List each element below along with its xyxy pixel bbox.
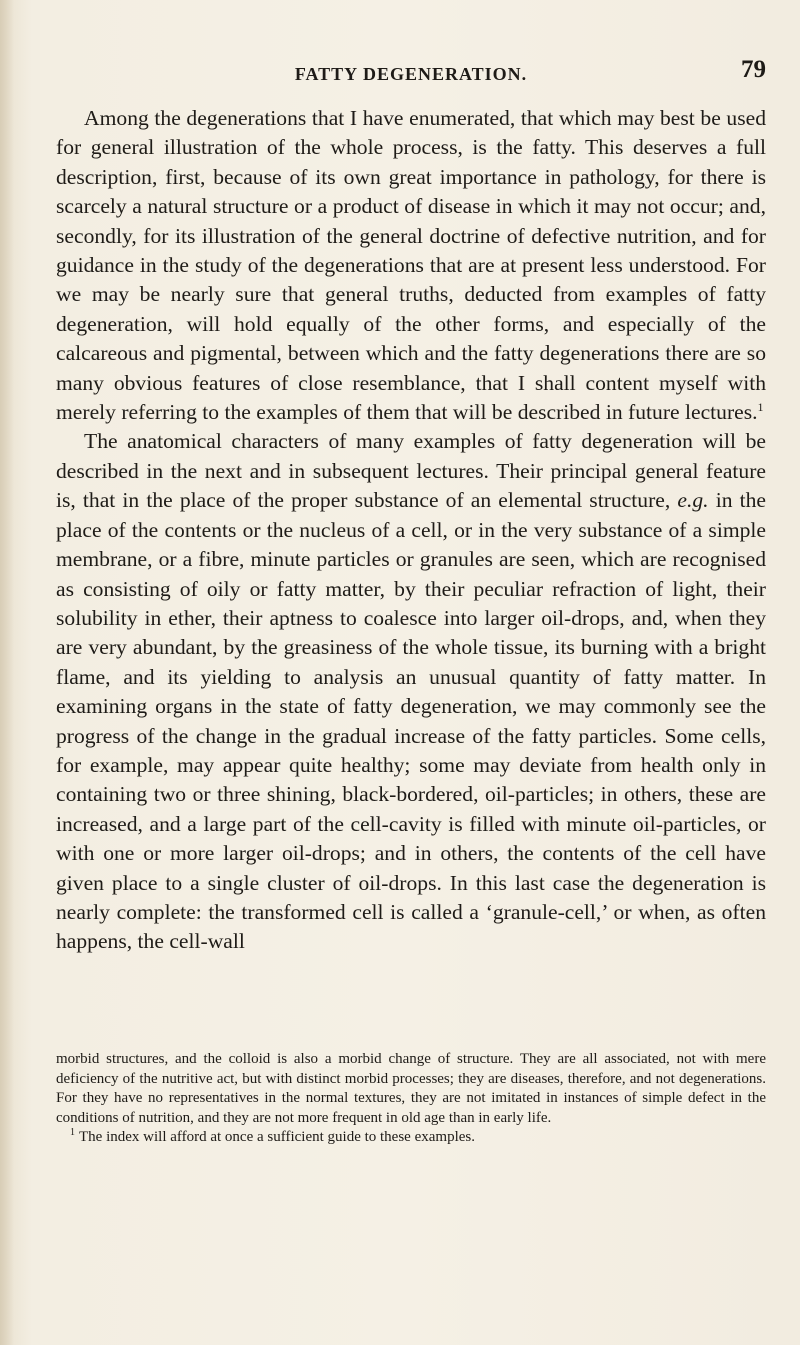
- running-head: FATTY DEGENERATION.: [294, 64, 528, 84]
- page-header: [56, 50, 766, 90]
- footnote-continued: morbid structures, and the colloid is also a morbid change of structure. They are all associated, not with mere deficiency of the nutritive act, but with distinct morbid processes; they are diseases, therefore, and not degenerations. For they have no representatives in the normal textures, they are not imitated in instances of simple defect in the conditions of nutrition, and they are not more frequent in old age than in early life.: [56, 1051, 766, 1126]
- paragraph-2: [56, 427, 766, 956]
- paragraph-1-text: Among the degenerations that I have enumerated, that which may best be used for general illustration of the whole process, is the fatty. This deserves a full description, first, because of its own great importance in pathology, for there is scarcely a natural structure or a product of disease in which it may not occur; and, secondly, for its illustration of the general doctrine of defective nutrition, and for guidance in the study of the degenerations that are at present less understood. For we may be nearly sure that general truths, deducted from examples of fatty degeneration, will hold equally of the other forms, and especially of the calcareous and pigmental, between which and the fatty degenerations there are so many obvious features of close resemblance, that I shall content myself with merely referring to the examples of them that will be described in future lectures.: [56, 106, 766, 425]
- paragraph-1: [56, 104, 766, 427]
- footnote-1: [56, 1128, 766, 1148]
- footnote-1-text: The index will afford at once a sufficient guide to these examples.: [79, 1129, 475, 1145]
- paragraph-2-text-end: in the place of the contents or the nucleus of a cell, or in the very substance of a simple membrane, or a fibre, minute particles or granules are seen, which are recognised as consisting of oily or fatty matter, by their peculiar refraction of light, their solubility in ether, their aptness to coalesce into larger oil-drops, and, when they are very abundant, by the greasiness of the whole tissue, its burning with a bright flame, and its yielding to analysis an unusual quantity of fatty matter. In examining organs in the state of fatty degeneration, we may commonly see the progress of the change in the gradual increase of the fatty particles. Some cells, for example, may appear quite healthy; some may deviate from health only in containing two or three shining, black-bordered, oil-particles; in others, these are increased, and a large part of the cell-cavity is filled with minute oil-particles, or with one or more larger oil-drops; and in others, the contents of the cell have given place to a single cluster of oil-drops. In this last case the degeneration is nearly complete: the transformed cell is called a ‘granule-cell,’ or when, as often happens, the cell-wall: [56, 488, 766, 954]
- footnote-reference-1: 1: [757, 399, 764, 414]
- paragraph-2-eg: e.g.: [677, 488, 709, 513]
- binding-shadow: [0, 0, 14, 1345]
- page-number: 79: [741, 56, 766, 83]
- body-text: [56, 104, 766, 957]
- footnote-1-mark: 1: [70, 1127, 75, 1138]
- paragraph-2-text-start: The anatomical characters of many examples of fatty degeneration will be described in the next and in subsequent lectures. Their principal general feature is, that in the place of the proper substance of an elemental structure,: [56, 429, 766, 513]
- footnotes: [56, 1050, 766, 1148]
